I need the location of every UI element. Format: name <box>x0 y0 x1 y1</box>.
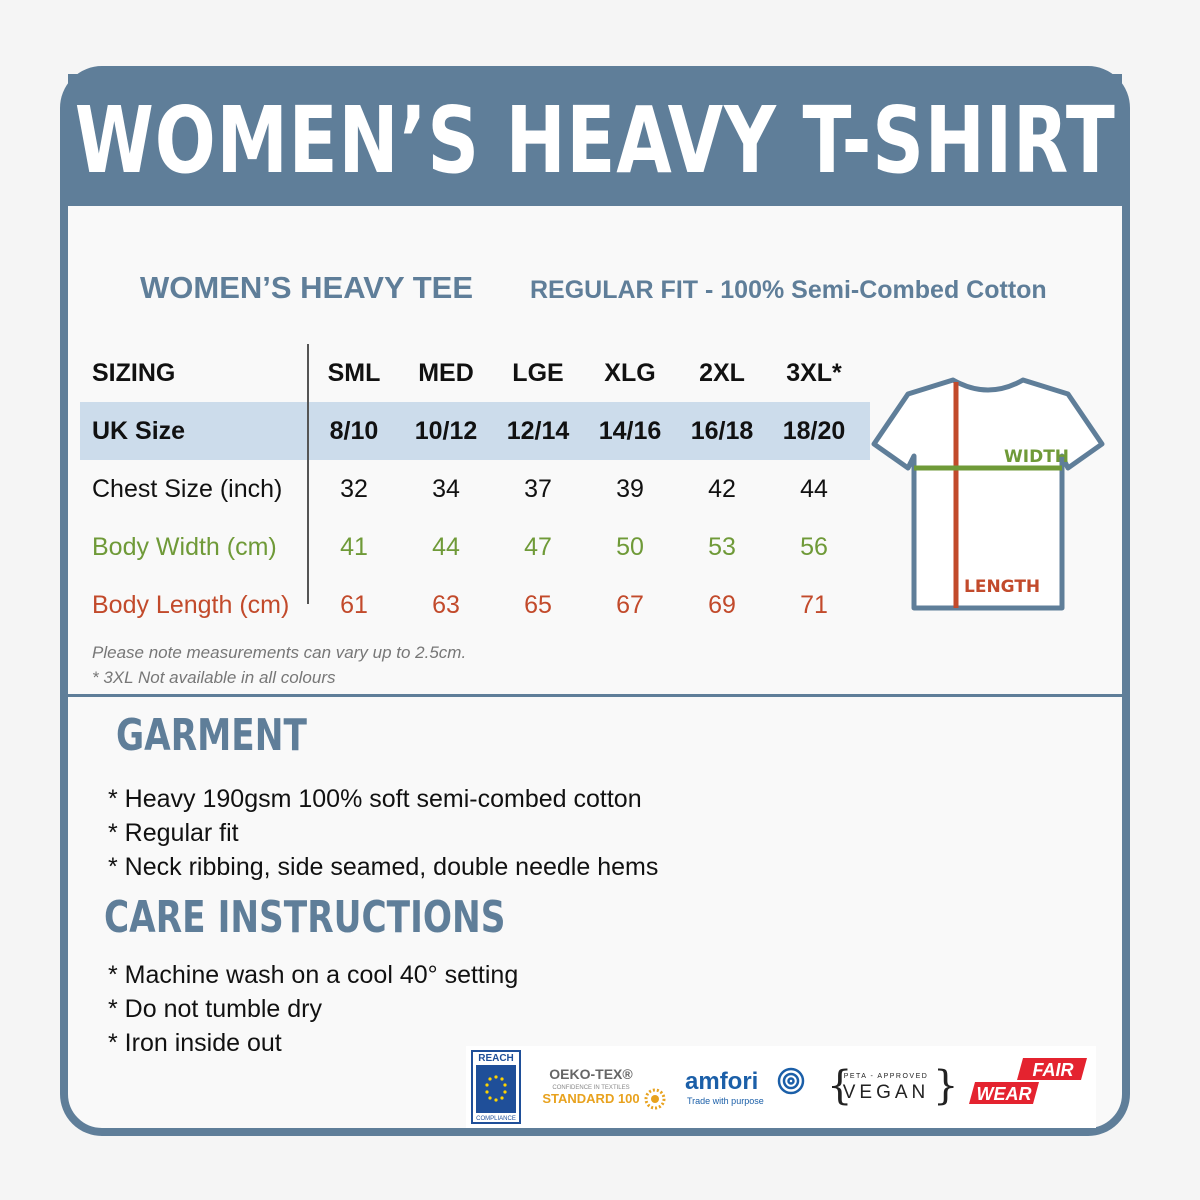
table-row-body-width <box>80 518 870 576</box>
table-cell: 56 <box>800 532 828 561</box>
table-cell: 12/14 <box>506 416 570 445</box>
table-cell: 63 <box>432 590 460 619</box>
care-title: CARE INSTRUCTIONS <box>104 892 506 943</box>
size-header: LGE <box>512 358 564 387</box>
product-name: WOMEN’S HEAVY TEE <box>140 270 474 305</box>
fairwear-wear: WEAR <box>976 1084 1032 1104</box>
length-label: LENGTH <box>964 577 1041 597</box>
table-cell: 14/16 <box>598 416 662 445</box>
table-cell: 16/18 <box>690 416 754 445</box>
list-item: * Do not tumble dry <box>108 995 322 1023</box>
certification-logos <box>466 1046 1096 1128</box>
list-item: * Regular fit <box>108 819 239 847</box>
page-title: WOMEN’S HEAVY T-SHIRT <box>74 86 1116 194</box>
vegan-word: VEGAN <box>842 1082 930 1103</box>
table-divider <box>307 344 309 604</box>
svg-text:}: } <box>933 1063 959 1109</box>
measurement-notes <box>92 640 466 690</box>
note-variance: Please note measurements can vary up to 2.5cm. <box>92 643 467 662</box>
table-row-body-length <box>80 576 870 634</box>
table-cell: 44 <box>432 532 460 561</box>
reach-text: REACH <box>478 1053 514 1064</box>
table-cell: 50 <box>616 532 644 561</box>
size-table <box>80 344 870 634</box>
table-cell: 37 <box>524 474 552 503</box>
table-cell: 67 <box>616 590 644 619</box>
size-header: XLG <box>604 358 656 387</box>
list-item: * Neck ribbing, side seamed, double needle hems <box>108 853 659 881</box>
width-label: WIDTH <box>1004 447 1070 467</box>
amfori-swirl-icon <box>779 1069 803 1093</box>
oekotex-tagline: CONFIDENCE IN TEXTILES <box>552 1085 630 1091</box>
oekotex-logo <box>526 1046 676 1128</box>
garment-list <box>108 782 658 884</box>
row-label: Body Width (cm) <box>92 532 277 561</box>
fit-description: REGULAR FIT - 100% Semi-Combed Cotton <box>530 276 1047 304</box>
peta-approved: PETA - APPROVED <box>843 1073 929 1080</box>
note-3xl: * 3XL Not available in all colours <box>92 668 336 687</box>
row-label: Chest Size (inch) <box>92 474 283 503</box>
table-cell: 10/12 <box>414 416 478 445</box>
table-cell: 8/10 <box>329 416 379 445</box>
table-cell: 41 <box>340 532 368 561</box>
amfori-tagline: Trade with purpose <box>687 1096 764 1106</box>
reach-compliance-text: COMPLIANCE <box>476 1116 516 1122</box>
amfori-logo <box>676 1046 816 1128</box>
table-cell: 18/20 <box>782 416 846 445</box>
care-list <box>108 958 518 1060</box>
list-item: * Iron inside out <box>108 1029 282 1057</box>
table-cell: 32 <box>340 474 368 503</box>
amfori-name: amfori <box>685 1068 759 1095</box>
fairwear-fair: FAIR <box>1032 1060 1074 1080</box>
table-header-row <box>80 344 870 402</box>
table-cell: 71 <box>800 590 828 619</box>
row-label: UK Size <box>92 416 186 445</box>
header-banner <box>68 74 1122 206</box>
table-cell: 69 <box>708 590 736 619</box>
list-item: * Heavy 190gsm 100% soft semi-combed cotton <box>108 785 642 813</box>
table-cell: 39 <box>616 474 644 503</box>
size-header: SML <box>327 358 381 387</box>
garment-title: GARMENT <box>116 710 307 761</box>
size-header: 2XL <box>699 358 745 387</box>
row-label: Body Length (cm) <box>92 590 290 619</box>
table-cell: 65 <box>524 590 552 619</box>
table-cell: 34 <box>432 474 460 503</box>
vegan-logo <box>816 1046 959 1128</box>
table-row-chest <box>80 460 870 518</box>
list-item: * Machine wash on a cool 40° setting <box>108 961 519 989</box>
svg-text:{: { <box>827 1063 853 1109</box>
header-label: SIZING <box>92 358 176 387</box>
table-cell: 61 <box>340 590 368 619</box>
oekotex-standard: STANDARD 100 <box>542 1091 640 1106</box>
tshirt-diagram <box>868 368 1108 618</box>
table-cell: 47 <box>524 532 552 561</box>
oekotex-name: OEKO-TEX® <box>549 1066 633 1082</box>
table-cell: 42 <box>708 474 736 503</box>
section-divider <box>68 694 1122 697</box>
table-cell: 53 <box>708 532 736 561</box>
reach-logo <box>466 1046 526 1128</box>
size-chart-card <box>60 66 1130 1136</box>
size-header: MED <box>418 358 474 387</box>
table-row-uk-size <box>80 402 870 460</box>
tshirt-outline-icon <box>874 380 1102 608</box>
table-cell: 44 <box>800 474 828 503</box>
size-header: 3XL* <box>786 358 842 387</box>
flower-icon <box>646 1090 664 1108</box>
fairwear-logo <box>956 1046 1096 1128</box>
